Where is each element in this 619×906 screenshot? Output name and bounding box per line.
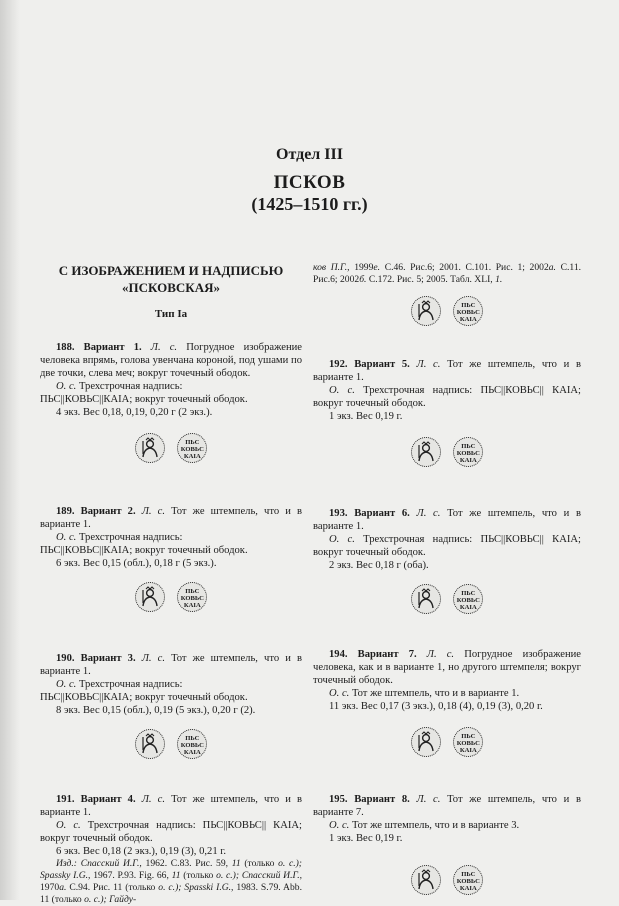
coin-reverse-image (177, 582, 207, 612)
page-title: ПСКОВ (273, 172, 346, 193)
coin-reverse-image (453, 865, 483, 895)
entry-weights: 1 экз. Вес 0,19 г. (329, 833, 403, 844)
obverse-description: Погрудное изображение человека, как и в варианте 1, но другого штемпеля; вокруг точечный ободок. (313, 649, 581, 686)
obverse-label: Л. с. (141, 794, 165, 805)
entry-number: 193. Вариант 6. (329, 508, 410, 519)
obverse-label: Л. с. (141, 506, 165, 517)
reverse-label: О. с. (56, 532, 77, 543)
coin-reverse-image (177, 433, 207, 463)
coin-images (40, 433, 302, 467)
obverse-description: Погрудное изображение человека впрямь, голова увенчана короной, под ушами по две точки, слева меч; вокруг точечный ободок. (40, 342, 302, 379)
ref-text: 1967. P.93. Fig. 66, (93, 870, 169, 881)
coin-legend-line3: КАIА (459, 316, 477, 324)
coin-images (313, 296, 581, 330)
ref-author: Spassky I.G., (40, 870, 91, 881)
coin-reverse-image (453, 437, 483, 467)
entry-weights: 11 экз. Вес 0,17 (3 экз.), 0,18 (4), 0,19 (3), 0,20 г. (329, 701, 543, 712)
entry-number: 190. Вариант 3. (56, 653, 136, 664)
entry-reverse (313, 533, 581, 559)
entry-reverse (40, 678, 302, 691)
coin-legend-line3: КАIА (183, 602, 201, 610)
coin-legend-line3: КАIА (459, 747, 477, 755)
reverse-label: О. с. (329, 534, 355, 545)
entry-weights: 6 экз. Вес 0,15 (обл.), 0,18 г (5 экз.). (56, 558, 217, 569)
reverse-inscription: ПЬС||КОВЬС||КАIА; вокруг точечный ободок. (40, 545, 248, 556)
ref-author: ков П.Г., (313, 262, 350, 273)
catalog-entry-194 (313, 648, 581, 761)
reverse-description: Трехстрочная надпись: ПЬС||КОВЬС|| КАIА; вокруг точечный ободок. (313, 534, 581, 558)
ref-text: С.172. Рис. 5; 2005. Табл. XLI, (368, 274, 493, 285)
coin-legend-line1: ПЬС (185, 588, 200, 595)
reverse-description: Трехстрочная надпись: (78, 532, 183, 543)
coin-legend-line3: КАIА (183, 453, 201, 461)
ref-letter: а. (59, 882, 67, 893)
entry-number: 194. Вариант 7. (329, 649, 417, 660)
coin-legend-line2: КОВЬС (456, 597, 480, 605)
coin-obverse-image (411, 584, 441, 614)
ref-author: Спасский И.Г., (80, 858, 142, 869)
coin-obverse-image (135, 582, 165, 612)
entry-reverse (40, 531, 302, 544)
entry-number: 188. Вариант 1. (56, 342, 142, 353)
reverse-description: Трехстрочная надпись: ПЬС||КОВЬС|| КАIА; вокруг точечный ободок. (313, 385, 581, 409)
coin-legend-line3: КАIА (459, 457, 477, 465)
ref-num: 11 (171, 870, 181, 881)
reverse-label: О. с. (329, 385, 355, 396)
catalog-entry-193 (313, 507, 581, 618)
coin-images (313, 584, 581, 618)
references-continued (313, 262, 581, 286)
obverse-label: Л. с. (416, 508, 441, 519)
ref-side: о. с.); (216, 870, 240, 881)
coin-legend-line1: ПЬС (461, 871, 476, 878)
reverse-description: Трехстрочная надпись: ПЬС||КОВЬС|| КАIА; вокруг точечный ободок. (40, 820, 302, 844)
catalog-entry-189 (40, 505, 302, 616)
entry-obverse (40, 341, 302, 380)
entry-obverse (40, 505, 302, 531)
coin-obverse-image (411, 865, 441, 895)
obverse-label: Л. с. (150, 342, 178, 353)
ref-text: (только (183, 870, 214, 881)
ref-text: С.46. Рис.6; 2001. С.101. Рис. 1; 2002 (384, 262, 549, 273)
entry-reverse (313, 687, 581, 700)
reverse-label: О. с. (329, 820, 350, 831)
ref-text: (только (244, 858, 275, 869)
obverse-label: Л. с. (426, 649, 455, 660)
ref-side: о. с.); (84, 894, 107, 905)
coin-legend-line1: ПЬС (461, 443, 476, 450)
coin-obverse-image (411, 437, 441, 467)
ref-side: о. с.); (158, 882, 182, 893)
coin-legend-line2: КОВЬС (180, 742, 204, 750)
coin-images (313, 727, 581, 761)
ref-num: 11 (231, 858, 241, 869)
coin-legend-line1: ПЬС (461, 590, 476, 597)
reverse-label: О. с. (56, 381, 77, 392)
ref-text: С.94. Рис. 11 (только (69, 882, 156, 893)
book-spine-shadow (0, 0, 20, 900)
entry-obverse (40, 793, 302, 819)
coin-images (313, 865, 581, 899)
entry-weights: 4 экз. Вес 0,18, 0,19, 0,20 г (2 экз.). (56, 407, 213, 418)
ref-author: Спасский И.Г., (241, 870, 303, 881)
catalog-entry-190 (40, 652, 302, 763)
coin-reverse-image (453, 296, 483, 326)
obverse-description: Тот же штемпель, что и в варианте 1. (313, 359, 582, 383)
coin-obverse-image (135, 433, 165, 463)
entry-number: 191. Вариант 4. (56, 794, 136, 805)
catalog-entry-195 (313, 793, 581, 899)
coin-images (40, 729, 302, 763)
coin-legend-line1: ПЬС (185, 439, 200, 446)
coin-images (40, 582, 302, 616)
ref-author: Spasski I.G., (184, 882, 234, 893)
ref-text: 1970 (40, 882, 60, 893)
ref-side: о. с.); (278, 858, 302, 869)
ref-text: 1962. С.83. Рис. 59, (145, 858, 229, 869)
entry-weights: 6 экз. Вес 0,18 (2 экз.), 0,19 (3), 0,21 г. (56, 846, 227, 857)
entry-references (40, 858, 302, 906)
coin-legend-line2: КОВЬС (456, 309, 480, 317)
entry-reverse (313, 819, 581, 832)
obverse-label: Л. с. (141, 653, 165, 664)
coin-legend-line1: ПЬС (185, 735, 200, 742)
reverse-description: Трехстрочная надпись: (78, 679, 183, 690)
ref-num: 1. (495, 274, 503, 285)
reverse-description: Трехстрочная надпись: (78, 381, 183, 392)
coin-obverse-image (411, 296, 441, 326)
ref-letter: б. (359, 274, 367, 285)
coin-obverse-image (411, 727, 441, 757)
coin-legend-line1: ПЬС (461, 302, 476, 309)
entry-obverse (313, 507, 581, 533)
obverse-description: Тот же штемпель, что и в варианте 1. (313, 508, 582, 532)
coin-legend-line3: КАIА (183, 749, 201, 757)
coin-legend-line2: КОВЬС (456, 878, 480, 886)
coin-legend-line3: КАIА (459, 604, 477, 612)
entry-number: 195. Вариант 8. (329, 794, 410, 805)
coin-reverse-image (453, 584, 483, 614)
coin-legend-line2: КОВЬС (180, 446, 204, 454)
ref-text: 1983. S.79. Abb. 11 (только (40, 882, 302, 905)
type-heading: Тип Iа (154, 308, 188, 320)
subsection-heading-line1: С ИЗОБРАЖЕНИЕМ И НАДПИСЬЮ (58, 263, 284, 278)
reverse-description: Тот же штемпель, что и в варианте 3. (351, 820, 520, 831)
catalog-entry-188 (40, 341, 302, 467)
reverse-inscription: ПЬС||КОВЬС||КАIА; вокруг точечный ободок. (40, 394, 248, 405)
entry-obverse (313, 358, 581, 384)
left-column (40, 262, 302, 906)
date-range: (1425–1510 гг.) (251, 194, 368, 214)
entry-number: 192. Вариант 5. (329, 359, 410, 370)
coin-legend-line2: КОВЬС (456, 450, 480, 458)
coin-obverse-image (135, 729, 165, 759)
obverse-label: Л. с. (416, 794, 441, 805)
coin-legend-line3: КАIА (459, 885, 477, 893)
obverse-description: Тот же штемпель, что и в варианте 1. (40, 653, 302, 677)
entry-obverse (313, 793, 581, 819)
catalog-entry-192 (313, 358, 581, 471)
ref-author: Гайду- (109, 894, 137, 905)
reverse-label: О. с. (56, 820, 81, 831)
coin-images (313, 437, 581, 471)
coin-legend-line2: КОВЬС (180, 595, 204, 603)
entry-obverse (313, 648, 581, 687)
entry-reverse (313, 384, 581, 410)
obverse-label: Л. с. (416, 359, 441, 370)
ref-letter: а. (548, 262, 556, 273)
ref-letter: е. (373, 262, 381, 273)
coin-legend-line2: КОВЬС (456, 740, 480, 748)
ref-text: С.11. Рис.6; 2002 (313, 262, 582, 285)
obverse-description: Тот же штемпель, что и в варианте 7. (313, 794, 582, 818)
entry-weights: 8 экз. Вес 0,15 (обл.), 0,19 (5 экз.), 0,20 г (2). (56, 705, 256, 716)
reverse-inscription: ПЬС||КОВЬС||КАIА; вокруг точечный ободок. (40, 692, 248, 703)
obverse-description: Тот же штемпель, что и в варианте 1. (40, 506, 302, 530)
ref-label: Изд.: (56, 858, 77, 869)
section-title: Отдел III (276, 146, 343, 163)
obverse-description: Тот же штемпель, что и в варианте 1. (40, 794, 302, 818)
reverse-description: Тот же штемпель, что и в варианте 1. (351, 688, 520, 699)
reverse-label: О. с. (56, 679, 77, 690)
entry-reverse (40, 380, 302, 393)
coin-reverse-image (453, 727, 483, 757)
coin-reverse-image (177, 729, 207, 759)
entry-weights: 1 экз. Вес 0,19 г. (329, 411, 403, 422)
entry-reverse (40, 819, 302, 845)
entry-number: 189. Вариант 2. (56, 506, 136, 517)
entry-weights: 2 экз. Вес 0,18 г (оба). (329, 560, 429, 571)
reverse-label: О. с. (329, 688, 350, 699)
subsection-heading-line2: «ПСКОВСКАЯ» (122, 280, 220, 295)
coin-legend-line1: ПЬС (461, 733, 476, 740)
ref-text: 1999 (354, 262, 374, 273)
right-column (313, 262, 581, 899)
catalog-entry-191 (40, 793, 302, 906)
entry-obverse (40, 652, 302, 678)
